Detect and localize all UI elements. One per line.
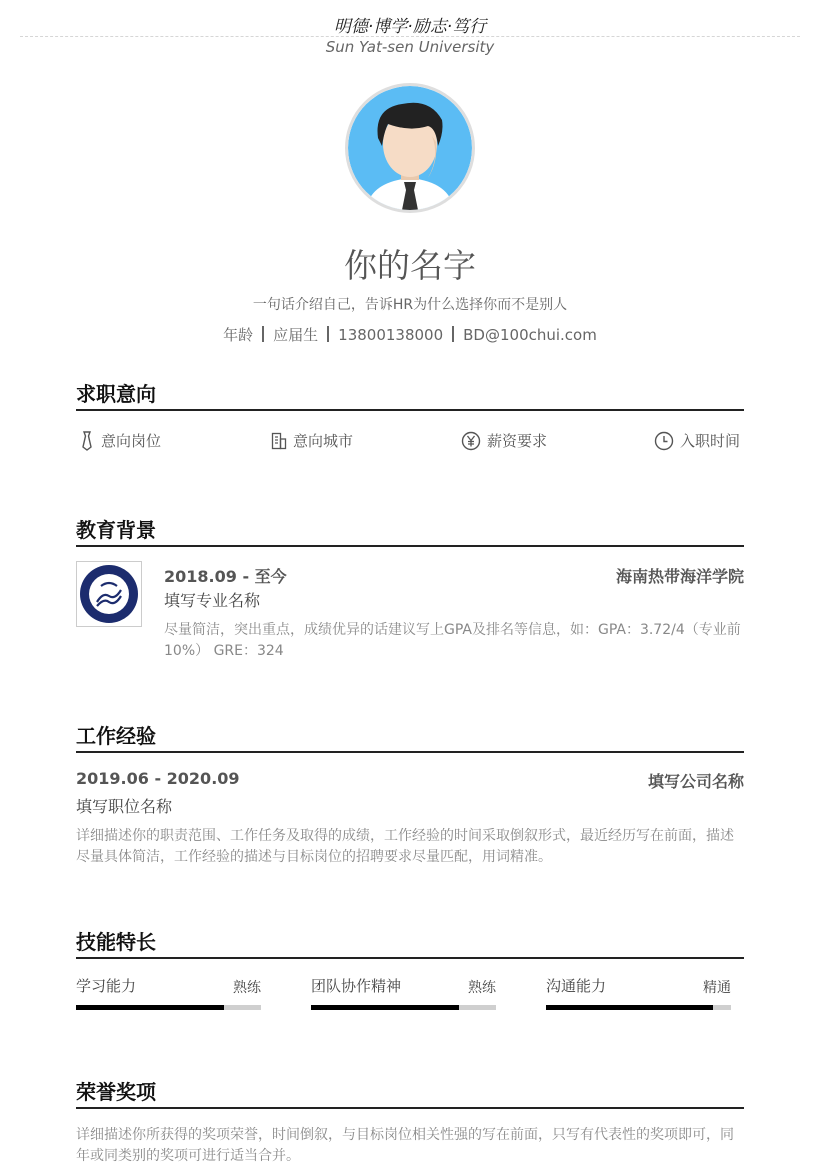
tie-icon [79, 431, 95, 451]
intention-label: 薪资要求 [487, 432, 548, 450]
section-skills [76, 927, 744, 959]
skill-bar [311, 1005, 496, 1010]
intention-label: 意向岗位 [101, 432, 162, 450]
clock-icon [654, 431, 674, 451]
age-label: 年龄 [223, 326, 254, 344]
intention-item-position [79, 430, 161, 451]
status-label: 应届生 [273, 326, 319, 344]
education-description: 尽量简洁，突出重点，成绩优异的话建议写上GPA及排名等信息，如：GPA：3.72/4（专业前10%） GRE：324 [164, 622, 741, 659]
section-intention [76, 379, 744, 411]
contact-row [0, 324, 820, 345]
work-period: 2019.06 - 2020.09 [76, 769, 240, 788]
education-period: 2018.09 - 至今 [164, 567, 287, 586]
separator [452, 326, 454, 342]
skill-level: 熟练 [468, 980, 496, 996]
section-awards [76, 1077, 744, 1109]
awards-description: 详细描述你所获得的奖项荣誉，时间倒叙，与目标岗位相关性强的写在前面，只写有代表性的奖项即可，同年或同类别的奖项可进行适当合并。 [76, 1127, 734, 1164]
skill-bar [546, 1005, 731, 1010]
self-intro: 一句话介绍自己，告诉HR为什么选择你而不是别人 [252, 297, 568, 313]
intention-label: 入职时间 [680, 432, 741, 450]
skill-name: 团队协作精神 [311, 977, 402, 995]
university-name: Sun Yat-sen University [325, 38, 495, 56]
motto: 明德·博学·励志·笃行 [333, 17, 487, 37]
separator [327, 326, 329, 342]
section-education [76, 515, 744, 547]
section-title: 求职意向 [76, 382, 156, 406]
yen-icon [461, 431, 481, 451]
position-name: 填写职位名称 [76, 797, 173, 816]
school-name: 海南热带海洋学院 [615, 567, 744, 586]
skill-bar-fill [311, 1005, 459, 1010]
skill-level: 精通 [703, 980, 731, 996]
avatar [345, 83, 475, 213]
intention-label: 意向城市 [293, 432, 354, 450]
resume-name: 你的名字 [344, 246, 476, 285]
company-name: 填写公司名称 [647, 772, 744, 791]
intention-item-city [271, 430, 353, 451]
section-title: 荣誉奖项 [76, 1080, 156, 1104]
building-icon [271, 432, 287, 450]
section-title: 教育背景 [76, 518, 156, 542]
skill-name: 学习能力 [76, 977, 137, 995]
section-title: 工作经验 [76, 724, 156, 748]
avatar-illustration [348, 86, 472, 210]
school-logo-emblem [77, 562, 141, 626]
major-name: 填写专业名称 [164, 591, 261, 610]
section-title: 技能特长 [76, 930, 156, 954]
intention-item-salary [461, 430, 547, 451]
section-work [76, 721, 744, 753]
intention-item-start-time [654, 430, 740, 451]
school-logo [76, 561, 142, 627]
skill-bar-fill [76, 1005, 224, 1010]
skill-level: 熟练 [233, 980, 261, 996]
skill-bar-fill [546, 1005, 713, 1010]
separator [262, 326, 264, 342]
header-divider [20, 36, 800, 37]
work-description: 详细描述你的职责范围、工作任务及取得的成绩，工作经验的时间采取倒叙形式，最近经历写在前面，描述尽量具体简洁，工作经验的描述与目标岗位的招聘要求尽量匹配，用词精准。 [76, 828, 734, 865]
skill-bar [76, 1005, 261, 1010]
skill-name: 沟通能力 [546, 977, 607, 995]
phone-number: 13800138000 [338, 326, 444, 344]
email-address: BD@100chui.com [463, 326, 597, 344]
